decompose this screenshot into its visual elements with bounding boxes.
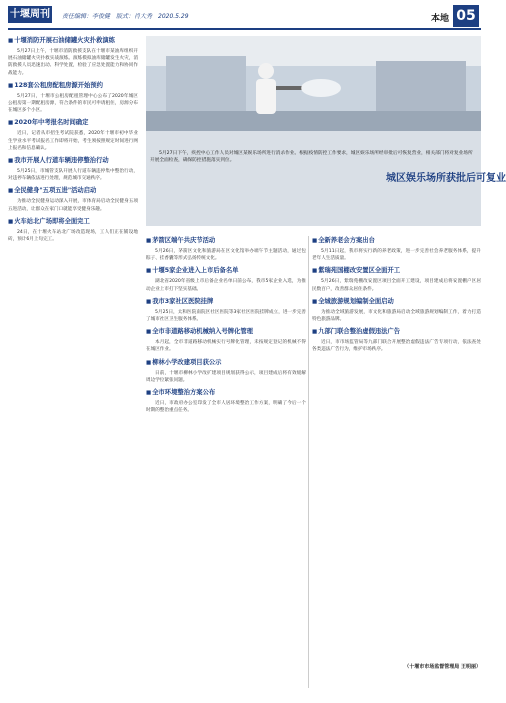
article-body: 为推动全域旅游发展，市文化和旅游局启动全域旅游规划编制工作，着力打造特色旅游品牌。 [312,309,481,323]
news-article [146,236,306,262]
news-article [146,297,306,323]
article-body: 24日，在十堰火车站北广场改造现场，工人们正在铺设地砖，预计6月上旬完工。 [8,229,138,243]
column-divider [308,236,309,688]
newspaper-logo: 十堰周刊 [8,6,52,23]
article-body: 5月27日，十堰市公租房配租管理中心公布了2020年城区公租房第一期配租房源，符合条件的市民可申请租住，房源分布在城区多个小区。 [8,93,138,114]
news-article [8,81,138,115]
news-article [8,186,138,212]
article-headline: ■ 十堰5家企业进入上市后备名单 [146,266,306,276]
news-article [146,358,306,384]
column-left [8,36,138,691]
article-body: 本月起，全市非道路移动机械实行号牌化管理，未按规定登记的机械不得在城区作业。 [146,340,306,353]
article-body: 5月26日，茅箭区文化和旅游局在区文化馆举办端午节主题活动，通过包粽子、挂香囊等形式弘扬传统文化。 [146,249,306,262]
column-middle [146,236,306,691]
article-headline: ■ 全市非道路移动机械纳入号牌化管理 [146,327,306,337]
article-headline: ■ 全民健身"五项五进"活动启动 [8,186,138,196]
news-article [312,236,481,262]
page-header [0,0,489,30]
author-signature: （十堰市市场监督管理局 王明丽） [404,664,481,670]
editor-line: 责任编辑：李俊健 版式：肖大秀 2020.5.29 [62,13,189,20]
column-right [312,236,481,656]
news-article [312,327,481,353]
page-number: 05 [453,5,479,27]
news-article [312,297,481,323]
article-body: 5月25日，太和医院南院区社区医院等3家社区医院挂牌成立，进一步完善了城市社区卫生服务体系。 [146,309,306,323]
article-headline: ■ 128套公租房配租房源开始预约 [8,81,138,91]
article-headline: ■ 九部门联合整治虚假违法广告 [312,327,481,337]
article-headline: ■ 我市3家社区医院挂牌 [146,297,306,307]
article-body: 湖北省2020年省级上市后备企业名单日前公布，我市5家企业入选，为推动企业上市打下坚实基础。 [146,279,306,292]
article-headline: ■ 十堰消防开展石油储罐火灾扑救演练 [8,36,138,46]
article-headline: ■ 柳林小学改建项目获公示 [146,358,306,368]
news-article [8,156,138,182]
article-headline: ■ 全城旅游规划编制全面启动 [312,297,481,307]
article-body: 5月26日，紫瑞苑棚改安置区项目全面开工建设，项目建成后将安置棚户区居民数百户，改善群众居住条件。 [312,279,481,292]
photo-caption-body: 5月27日下午，疾控中心工作人员对城区某娱乐场所进行消杀作业。根据疫情防控工作要求，城区娱乐场所经审批后可恢复营业，相关部门将对复业场所开展全面检查，确保防控措施落实到位。 [150,151,473,164]
article-body: 5月11日起，我市将实行新的养老政策，进一步完善社会养老服务体系，提升老年人生活质量。 [312,249,481,262]
article-body: 5月27日上午，十堰市消防救援支队在十堰市某油库组织开展石油储罐火灾扑救实战演练。演练模拟油库储罐发生火灾，消防救援人员迅速出动、科学处置，检验了应急处置能力和协同作战能力。 [8,49,138,76]
article-headline: ■ 茅箭区端午共庆节活动 [146,236,306,246]
feature-photo [146,36,506,226]
article-headline: ■ 2020年中考报名时间确定 [8,118,138,128]
news-article [146,266,306,292]
news-article [8,36,138,77]
article-body: 近日，市政府办公室印发了全市人居环境整治工作方案，明确了今后一个时期的整治重点任务。 [146,401,306,414]
news-article [8,217,138,243]
news-article [312,266,481,292]
news-article [8,118,138,152]
news-article [146,388,306,414]
news-article [146,327,306,353]
article-headline: ■ 全市环境整治方案公布 [146,388,306,398]
article-body: 5月25日，市城管支队开展人行道车辆违停集中整治行动，对违停车辆依法进行处理，规范城市交通秩序。 [8,169,138,182]
article-body: 近日，记者从市招生考试院获悉，2020年十堰市初中毕业生学业水平考试报名工作即将开始，考生须按照规定时间进行网上报名和信息确认。 [8,131,138,151]
article-body: 为推动全民健身运动深入开展，市体育局启动全民健身五项五进活动，让群众在家门口就能享受健身乐趣。 [8,199,138,212]
article-headline: ■ 火车站北广场即将全面完工 [8,217,138,227]
article-body: 日前，十堰市柳林小学改扩建项目规划获得公示，项目建成后将有效缓解周边学位紧张问题。 [146,370,306,383]
photo-illustration [146,36,481,131]
section-label: 本地 [430,14,449,24]
photo-caption-title: 城区娱乐场所获批后可复业 [386,173,506,184]
header-rule [8,28,481,30]
article-body: 近日，市市场监管局等九部门联合开展整治虚假违法广告专项行动，依法查处各类违法广告行为，维护市场秩序。 [312,340,481,353]
article-headline: ■ 我市开展人行道车辆违停整治行动 [8,156,138,166]
article-headline: ■ 紫瑞苑国棚改安置区全面开工 [312,266,481,276]
article-headline: ■ 全新养老会方案出台 [312,236,481,246]
